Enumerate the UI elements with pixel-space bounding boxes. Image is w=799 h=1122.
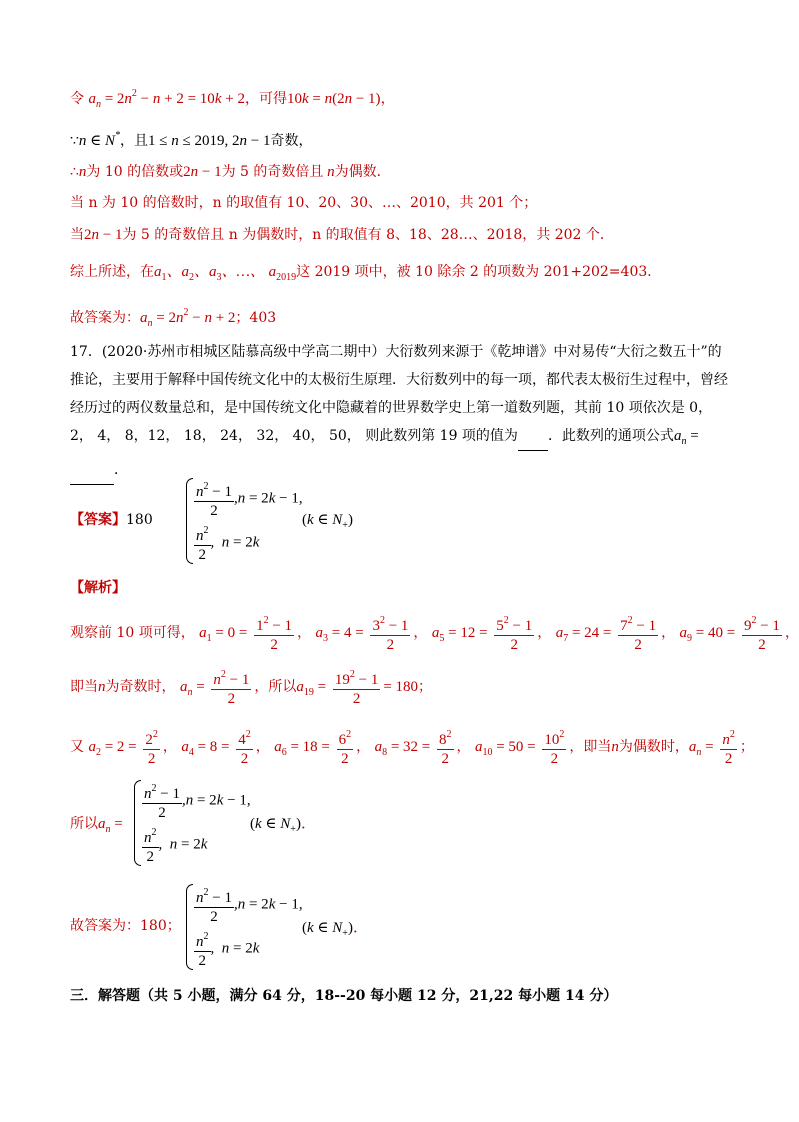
formula: 1 ≤ n ≤ 2019, 2n − 1 [148, 133, 271, 149]
condition: (k ∈ $N_+$) [302, 512, 353, 531]
piecewise-brace [186, 884, 193, 970]
piece-odd: $\frac{n^2 - 1}{2}$ ,n = 2k − 1, [142, 780, 251, 822]
text: ，可得 [244, 91, 287, 107]
text: 当 [70, 227, 84, 243]
text: 令 [70, 91, 84, 107]
text: 故答案为：180； [70, 918, 181, 934]
text: ，且 [120, 133, 149, 149]
problem-text: ．此数列的通项公式 [547, 428, 674, 444]
text: 奇数， [270, 133, 313, 149]
text: ， [380, 91, 395, 107]
piece-odd: $\frac{n^2 - 1}{2}$ ,n = 2k − 1, [194, 478, 303, 520]
condition: (k ∈ $N_+$)． [250, 816, 316, 835]
line-7: 故答案为：$a_n = 2n^2 - n + 2$；403 [70, 307, 277, 329]
problem-17: 17．(2020·苏州市相城区陆慕高级中学高二期中）大衍数列来源于《乾坤谱》中对易传“大衍之数五十”的推论，主要用于解释中国传统文化中的太极衍生原理．大衍数列中的每一项，都代表太极衍生过程中，曾经经历过的两仪数量总和，是中国传统文化中隐藏着的世界数学史上第一道数列题，其前 10 项依次是 0， 2， 4， 8，12， 18， 24， 32， 40， 50， 则此数列第 19 项的值为 ．此数列的通项公式$a_n$ = ． [70, 338, 733, 485]
formula: $a_n = 2n^2 - n + 2 = 10k + 2$ [88, 88, 245, 110]
text: 故答案为： [70, 310, 140, 326]
piecewise-brace [186, 478, 193, 564]
answer-line [70, 510, 731, 530]
text: 为 5 的奇数倍且 [221, 164, 324, 180]
analysis-label: 【解析】 [70, 580, 126, 596]
piece-odd: $\frac{n^2 - 1}{2}$ ,n = 2k − 1, [194, 884, 303, 926]
analysis-line-3: 又 $a_2 = 2$ = $\frac{2^2}{2}$ ， $a_4 = 8$ = $\frac{4^2}{2}$ ， $a_6 = 18$ = $\frac{6^2}{2}$ ， $a_8 = 32$ = $\frac{8^2}{2}$ ， $a_{10} = 50$ = $\frac{10^2}{2}$ ，即当n为偶数时，$a_n$ = $\frac{n^2}{2}$ ； [70, 726, 731, 768]
analysis-line-2: 即当n为奇数时， $a_n$ = $\frac{n^2 - 1}{2}$ ，所以$a_{19}$ = $\frac{19^2 - 1}{2}$ = 180； [70, 666, 731, 708]
text: ． [300, 816, 316, 832]
text: 综上所述，在 [70, 264, 154, 280]
piece-even: $\frac{n^2}{2}$ , n = 2k [194, 928, 259, 970]
line-3: ∴n为 10 的倍数或2n − 1为 5 的奇数倍且 n为偶数． [70, 164, 391, 180]
answer-blank-1[interactable] [518, 422, 548, 451]
formula: 10k = n(2n − 1) [286, 91, 381, 107]
answer-blank-2[interactable] [70, 456, 114, 485]
answer-value: 180 [126, 512, 153, 528]
analysis-line-4: 所以$a_n$ = [70, 816, 123, 835]
text: 即当 [70, 679, 98, 695]
text: 这 2019 项中，被 10 除余 2 的项数为 201+202=403． [296, 264, 662, 280]
piece-even: $\frac{n^2}{2}$ , n = 2k [142, 824, 207, 866]
piece-even: $\frac{n^2}{2}$ , n = 2k [194, 522, 259, 564]
text: 又 [70, 739, 84, 755]
final-answer-line [70, 916, 731, 936]
problem-text: ． [114, 462, 128, 478]
line-4: 当 n 为 10 的倍数时，n 的取值有 10、20、30、…、2010，共 201 个； [70, 195, 538, 211]
analysis-line-1: 观察前 10 项可得， $a_1 = 0$ = $\frac{1^2 - 1}{2}$ ， $a_3 = 4$ = $\frac{3^2 - 1}{2}$ ， $a_5 = 12$ = $\frac{5^2 - 1}{2}$ ， $a_7 = 24$ = $\frac{7^2 - 1}{2}$ ， $a_9 = 40$ = $\frac{9^2 - 1}{2}$ ， [70, 612, 731, 654]
condition: (k ∈ $N_+$)． [302, 920, 368, 939]
text: 为奇数时， [105, 679, 176, 695]
formula: n ∈ N* [78, 130, 121, 149]
text: ；403 [235, 310, 277, 326]
line-5: 当2n − 1为 5 的奇数倍且 n 为偶数时，n 的取值有 8、18、28…、2018，共 202 个． [70, 227, 614, 243]
text: ∴ [70, 164, 79, 180]
line-6: 综上所述，在$a_1$、$a_2$、$a_3$、…、 $a_{2019}$这 2019 项中，被 10 除余 2 的项数为 201+202=403． [70, 264, 662, 283]
text: 观察前 10 项可得， [70, 625, 195, 641]
text: 为 10 的倍数或 [86, 164, 184, 180]
line-1 [70, 84, 731, 115]
text: ∵ [70, 133, 79, 149]
section-3-heading: 三．解答题（共 5 小题，满分 64 分，18--20 每小题 12 分，21,22 每小题 14 分） [70, 988, 618, 1004]
text: 为 5 的奇数倍且 n 为偶数时，n 的取值有 8、18、28…、2018，共 202 个． [122, 227, 614, 243]
text: 所以 [70, 816, 98, 832]
problem-text: 17．(2020·苏州市相城区陆慕高级中学高二期中）大衍数列来源于《乾坤谱》中对易传“大衍之数五十”的推论，主要用于解释中国传统文化中的太极衍生原理．大衍数列中的每一项，都代表太极衍生过程中，曾经经历过的两仪数量总和，是中国传统文化中隐藏着的世界数学史上第一道数列题，其前 10 项依次是 0， 2， 4， 8，12， 18， 24， 32， 40， 50， 则此数列第 19 项的值为 [70, 344, 728, 444]
text: ； [739, 739, 754, 755]
text: 为偶数时， [618, 739, 689, 755]
text: ； [418, 679, 433, 695]
answer-label: 【答案】 [70, 512, 126, 528]
piecewise-brace [134, 780, 141, 866]
line-2 [70, 126, 731, 151]
text: ，所以 [254, 679, 297, 695]
text: ． [352, 920, 368, 936]
text: ，即当 [569, 739, 612, 755]
text: 为偶数． [334, 164, 391, 180]
